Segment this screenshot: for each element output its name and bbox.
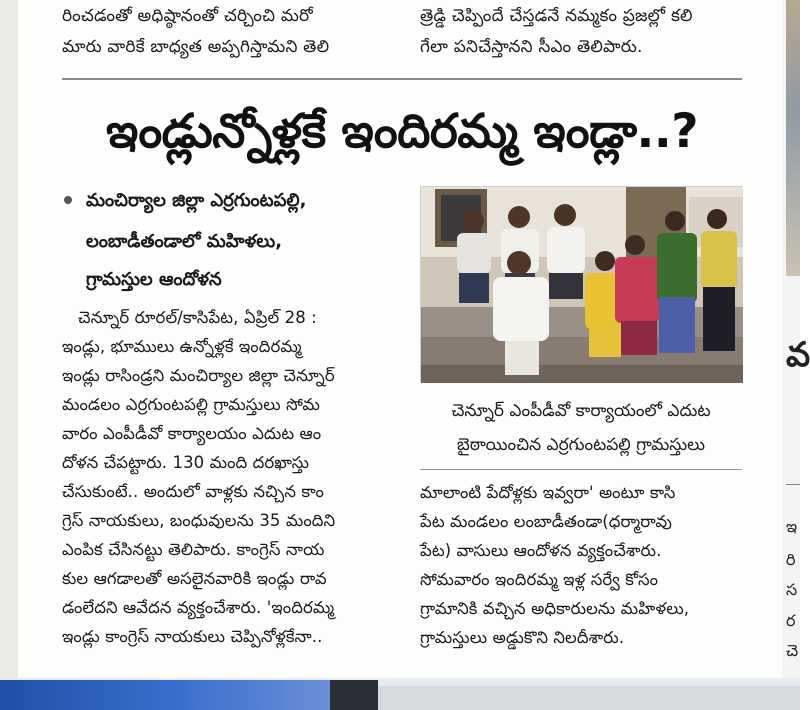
news-photo [420, 186, 742, 382]
body-text-line: చేసుకుంటే.. అందులో వాళ్లకు నచ్చిన కాం [62, 482, 324, 501]
advertisement-edge [0, 680, 330, 710]
adjacent-text-fragment: ర [786, 611, 796, 630]
villagers-photo-illustration [421, 187, 743, 383]
article-column-1 [62, 303, 392, 651]
body-text-line: ఇండ్లు రాసిండ్రని మంచిర్యాల జిల్లా చెన్నూర్ [62, 366, 335, 385]
body-text-line: ఎంపిక చేసినట్టు తెలిపారు. కాంగ్రెస్ నాయ [62, 540, 325, 559]
prev-article-line: మారు వారికే బాధ్యత అప్పగిస్తామని తెలి [62, 37, 330, 57]
body-text-line: గ్రామస్తులు అడ్డుకొని నిలదీశారు. [420, 628, 625, 647]
prev-article-line: గేలా పనిచేస్తానని సీఎం తెలిపారు. [420, 37, 643, 57]
body-text-line: పేట) వాసులు ఆందోళన వ్యక్తంచేశారు. [420, 541, 662, 560]
page-bottom-edge [378, 686, 800, 710]
subheading-line: మంచిర్యాల జిల్లా ఎర్రగుంటపల్లి, [86, 190, 307, 211]
page-margin [0, 0, 18, 700]
headline: ఇండ్లున్నోళ్లకే ఇందిరమ్మ ఇండ్లా..? [105, 104, 699, 159]
subheading-line: గ్రామస్తుల ఆందోళన [86, 269, 222, 290]
adjacent-text-fragment: స [786, 580, 798, 599]
adjacent-text-fragment: చె [786, 641, 799, 660]
body-text-line: ఇండ్లు, భూములు ఉన్నోళ్లకే ఇందిరమ్మ [62, 337, 302, 356]
caption-divider [420, 469, 742, 470]
adjacent-headline-fragment: వ [786, 335, 810, 375]
body-text-line: కుల ఆగడాలతో అసలైనవారికి ఇండ్లు రావ [62, 569, 327, 588]
body-text-line: వారం ఎంపీడీవో కార్యాలయం ఎదుట ఆం [62, 424, 322, 443]
article-column-2 [420, 478, 750, 652]
body-text-line: గ్రెస్ నాయకులు, బంధువులను 35 మందిని [62, 511, 336, 530]
body-text-line: ఇండ్లు కాంగ్రెస్ నాయకులు చెప్పినోళ్లకేనా.. [62, 627, 323, 646]
advertisement-edge [330, 680, 378, 710]
body-text-line: మాలాంటి పేదోళ్లకు ఇవ్వరా' అంటూ కాసి [420, 483, 676, 502]
adjacent-divider [786, 484, 800, 485]
adjacent-photo-edge [786, 0, 800, 276]
section-divider [62, 78, 742, 80]
adjacent-text-fragment: ఇ [786, 517, 798, 536]
body-text-line: గ్రామానికి వచ్చిన అధికారులను మహిళలు, [420, 599, 690, 618]
photo-caption: బైఠాయించిన ఎర్రగుంటపల్లి గ్రామస్తులు [456, 435, 706, 455]
body-text-line: పేట మండలం లంబాడీతండా(ధర్మారావు [420, 512, 672, 531]
body-text-line: సోమవారం ఇందిరమ్మ ఇళ్ల సర్వే కోసం [420, 570, 659, 589]
adjacent-text-fragment: రి [786, 550, 796, 569]
body-text-line: మండలం ఎర్రగుంటపల్లి గ్రామస్తులు సోమ [62, 395, 320, 414]
prev-article-line: త్రెడ్డి చెప్పిందే చేస్తడనే నమ్మకం ప్రజల్లో కలి [420, 6, 693, 26]
body-text-line: చెన్నూర్ రూరల్/కాసిపేట, ఏప్రిల్ 28 : [62, 308, 317, 327]
photo-caption: చెన్నూర్ ఎంపీడీవో కార్యాయంలో ఎదుట [451, 401, 711, 421]
subheading-line: లంబాడీతండాలో మహిళలు, [86, 231, 283, 252]
bullet-icon [64, 196, 72, 204]
body-text-line: డంలేదని ఆవేదన వ్యక్తంచేశారు. 'ఇందిరమ్మ [62, 598, 335, 617]
prev-article-line: రించడంతో అధిష్ఠానంతో చర్చించి మరో [62, 6, 313, 26]
body-text-line: దోళన చేపట్టారు. 130 మంది దరఖాస్తు [62, 453, 310, 472]
